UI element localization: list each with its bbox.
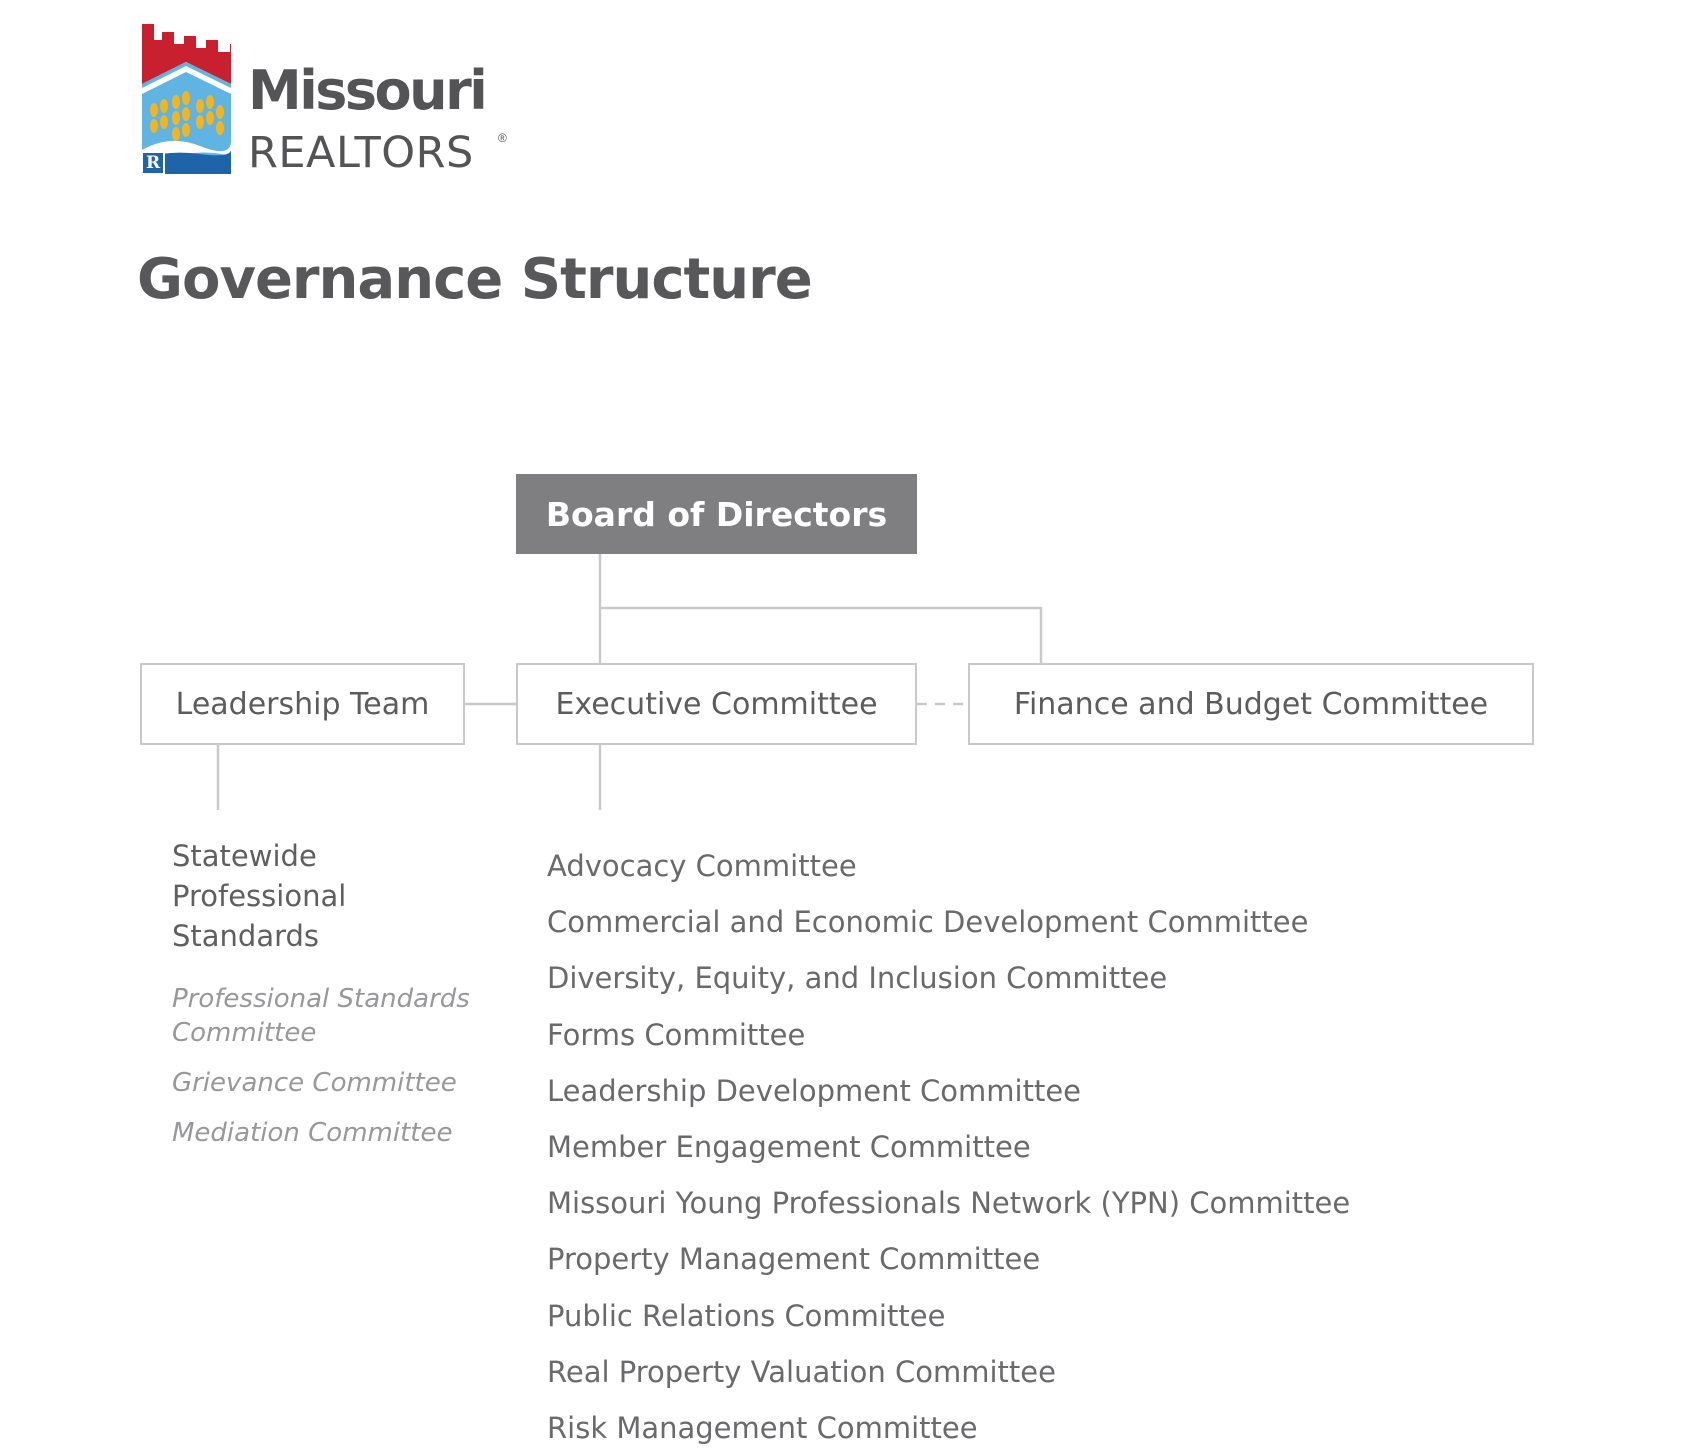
committee-list-item: Commercial and Economic Development Committee bbox=[547, 905, 1309, 940]
subcommittee-item: Grievance Committee bbox=[172, 1068, 457, 1098]
committee-list-item: Leadership Development Committee bbox=[547, 1073, 1082, 1108]
committee-list-item: Missouri Young Professionals Network (YPN) Committee bbox=[547, 1186, 1351, 1221]
connector-board-to-finance bbox=[600, 608, 1041, 663]
executive-committee-label: Executive Committee bbox=[555, 686, 878, 722]
statewide-professional-standards-heading: Statewide Professional Standards bbox=[172, 839, 347, 953]
logo-wordmark-realtors: REALTORS bbox=[248, 128, 474, 178]
committee-list-item: Diversity, Equity, and Inclusion Committee bbox=[547, 961, 1168, 996]
page-title: Governance Structure bbox=[137, 247, 812, 312]
executive-committee-box bbox=[516, 663, 917, 745]
committee-list-item: Property Management Committee bbox=[547, 1242, 1041, 1277]
committee-list-item: Real Property Valuation Committee bbox=[547, 1354, 1056, 1389]
subcommittee-item: Professional Standards Committee bbox=[172, 984, 470, 1048]
committee-list-item: Advocacy Committee bbox=[547, 849, 857, 883]
logo-registered-mark: ® bbox=[498, 131, 507, 145]
committee-list-item: Public Relations Committee bbox=[547, 1298, 946, 1333]
committee-list-item: Risk Management Committee bbox=[547, 1410, 978, 1445]
executive-committee-list bbox=[547, 838, 1350, 1456]
board-of-directors-box bbox=[516, 474, 917, 554]
leadership-team-label: Leadership Team bbox=[175, 686, 430, 722]
logo-r-mark: R bbox=[146, 153, 161, 173]
committee-list-item: Member Engagement Committee bbox=[547, 1129, 1031, 1164]
subcommittee-item: Mediation Committee bbox=[172, 1118, 453, 1148]
finance-committee-label: Finance and Budget Committee bbox=[1013, 686, 1489, 722]
finance-budget-committee-box bbox=[968, 663, 1534, 745]
logo-wordmark-missouri: Missouri bbox=[248, 59, 486, 122]
board-label: Board of Directors bbox=[545, 494, 888, 534]
leadership-team-box bbox=[140, 663, 465, 745]
committee-list-item: Forms Committee bbox=[547, 1017, 806, 1052]
